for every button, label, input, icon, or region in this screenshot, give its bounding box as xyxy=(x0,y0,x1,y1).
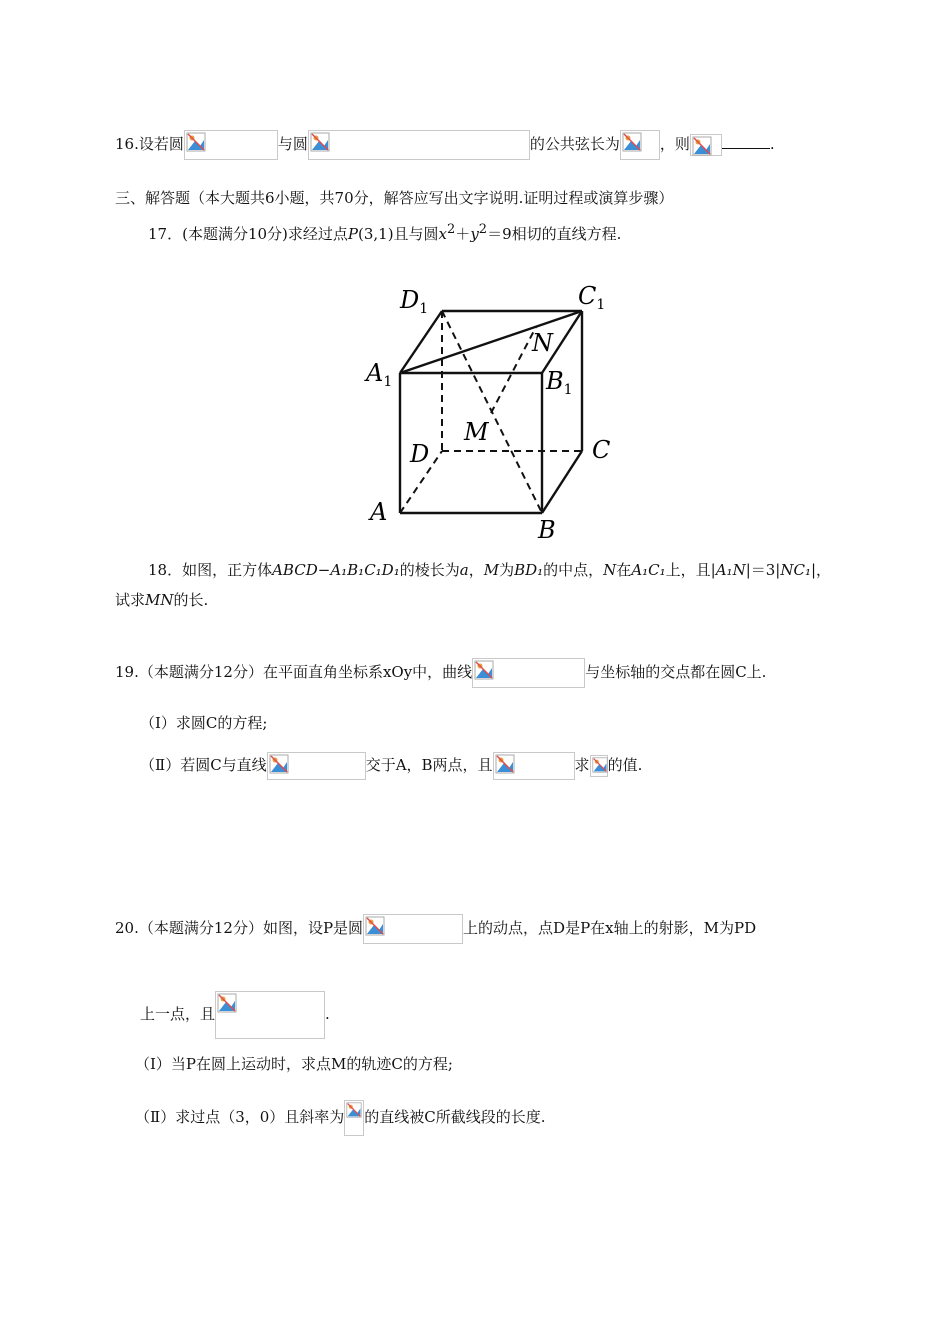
broken-image-icon xyxy=(310,132,330,152)
label-c: C xyxy=(592,436,611,464)
q20-line1: 20.（本题满分12分）如图，设P是圆 上的动点，点D是P在x轴上的射影，M为PD xyxy=(115,914,756,944)
formula-image xyxy=(184,130,278,160)
q17-line: 17．(本题满分10分)求经过点P(3,1)且与圆$x^2+y^2=9$相切的直线方程. xyxy=(148,222,622,243)
formula-image xyxy=(363,914,463,944)
label-a1: $A_1$ xyxy=(366,359,393,390)
q18-line1: 18．如图，正方体ABCD−A₁B₁C₁D₁的棱长为a，M为BD₁的中点，N在A₁C₁上，且|A₁N|＝3|NC₁|， xyxy=(148,561,832,579)
broken-image-icon xyxy=(346,1102,362,1118)
broken-image-icon xyxy=(269,754,289,774)
label-d: D xyxy=(410,440,430,468)
q20-part2: （Ⅱ）求过点（3，0）且斜率为 的直线被C所截线段的长度. xyxy=(135,1100,546,1136)
edge-bc xyxy=(542,451,582,513)
broken-image-icon xyxy=(692,136,712,156)
q19-part1: （Ⅰ）求圆C的方程; xyxy=(140,714,268,732)
cube-figure xyxy=(360,278,630,548)
diag-a1c1 xyxy=(400,311,582,373)
label-m: M xyxy=(464,418,489,446)
formula-image xyxy=(267,752,366,780)
q20-line2: 上一点，且 . xyxy=(140,990,330,1039)
q20-part1: （Ⅰ）当P在圆上运动时，求点M的轨迹C的方程; xyxy=(135,1055,453,1073)
label-a: A xyxy=(370,498,388,526)
formula-image xyxy=(472,658,585,688)
formula-image xyxy=(344,1100,364,1136)
broken-image-icon xyxy=(365,916,385,936)
broken-image-icon xyxy=(622,132,642,152)
formula-image xyxy=(590,755,608,777)
broken-image-icon xyxy=(217,993,237,1013)
section-heading: 三、解答题（本大题共6小题，共70分，解答应写出文字说明.证明过程或演算步骤） xyxy=(115,189,674,207)
edge-a1d1 xyxy=(400,311,442,373)
formula-image xyxy=(308,130,530,160)
label-b: B xyxy=(538,516,556,544)
formula-image xyxy=(215,991,325,1039)
q18-line2: 试求MN的长. xyxy=(115,591,209,609)
broken-image-icon xyxy=(592,757,608,773)
label-d1: $D_1$ xyxy=(400,286,429,317)
formula-image xyxy=(690,134,722,156)
q19-part2: （Ⅱ）若圆C与直线 交于A，B两点，且 求 的值. xyxy=(140,752,642,780)
formula-image xyxy=(620,130,660,160)
answer-blank xyxy=(722,134,770,149)
label-c1: $C_1$ xyxy=(578,282,606,313)
label-n: N xyxy=(532,329,553,357)
formula-image xyxy=(493,752,575,780)
broken-image-icon xyxy=(186,132,206,152)
label-b1: $B_1$ xyxy=(546,367,573,398)
q19-line1: 19.（本题满分12分）在平面直角坐标系xOy中，曲线 与坐标轴的交点都在圆C上. xyxy=(115,658,766,688)
broken-image-icon xyxy=(474,660,494,680)
q16-line: 16.设若圆 与圆 的公共弦长为 ，则 . xyxy=(115,130,775,160)
broken-image-icon xyxy=(495,754,515,774)
